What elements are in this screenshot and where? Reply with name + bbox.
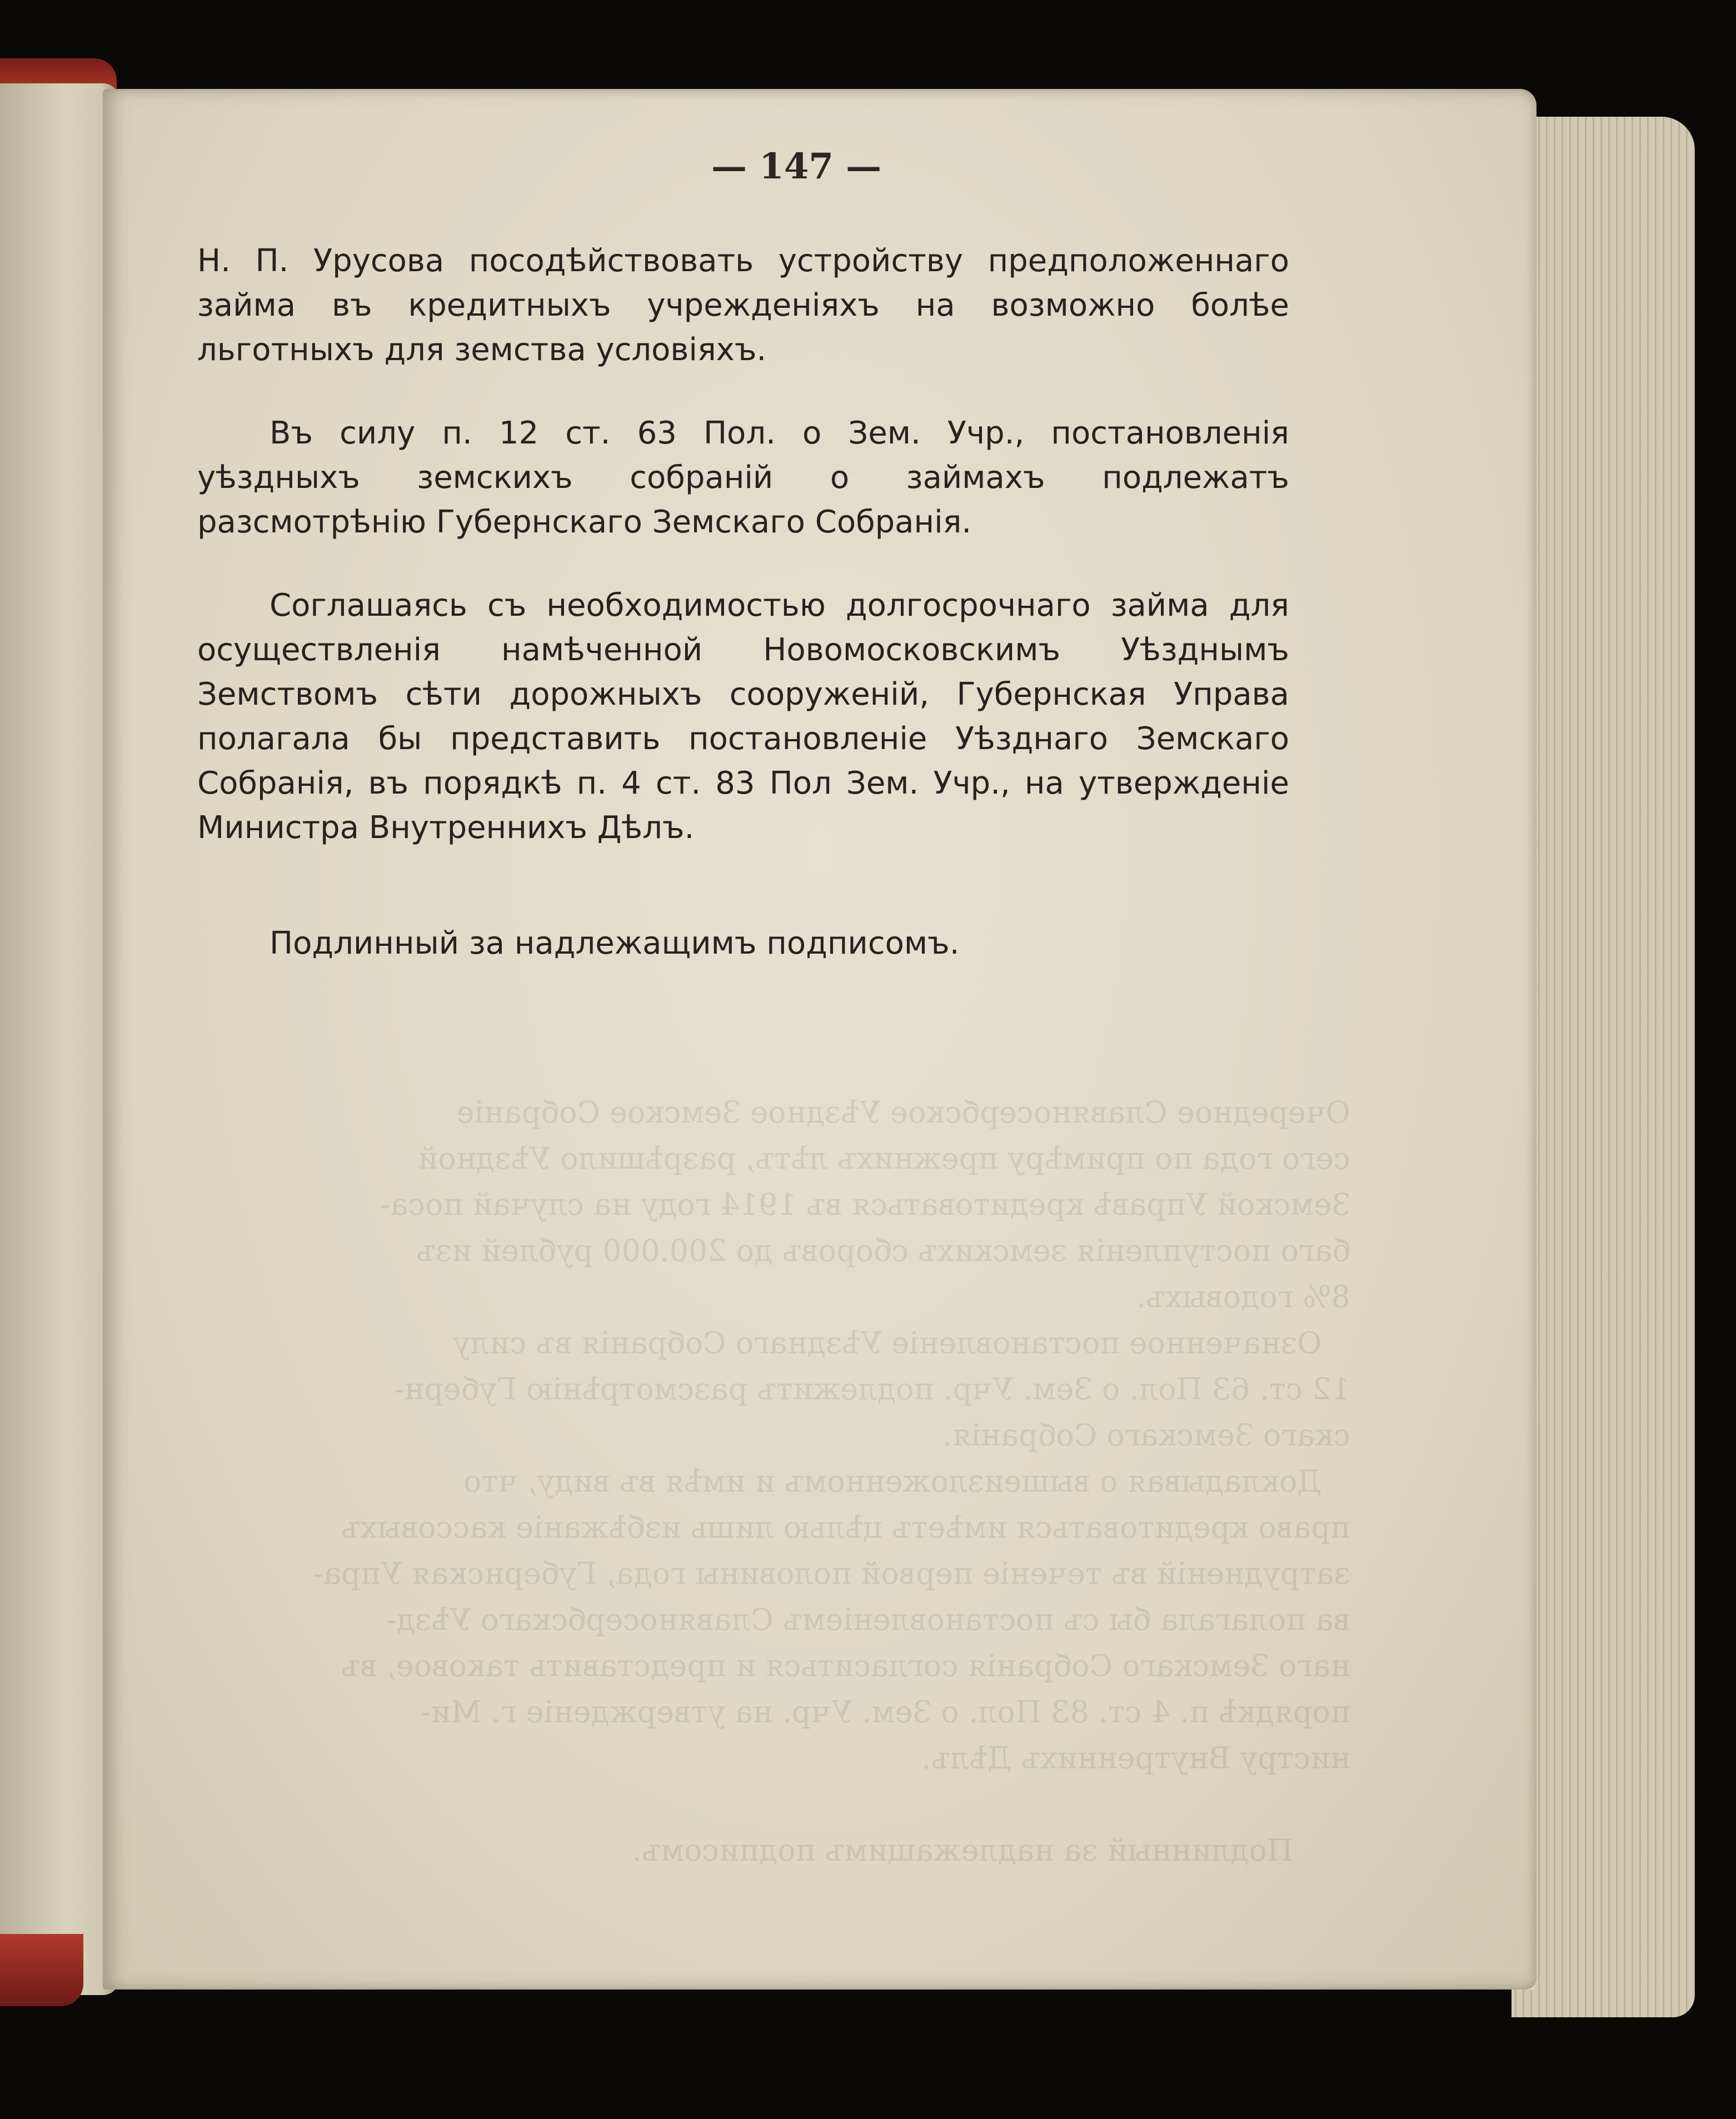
- left-page-edge: [0, 83, 119, 1995]
- signature-line: Подлинный за надлежащимъ подписомъ.: [270, 925, 960, 961]
- paragraph-proposal: Соглашаясь съ необходимостью долгосрочнаго займа для осуществленiя намѣченной Новомосковскимъ Уѣзднымъ Земствомъ сѣти дорожныхъ сооруженiй, Губернская Управа полагала бы представить постановленiе Уѣзднаго Земскаго Собранiя, въ порядкѣ п. 4 ст. 83 Пол Зем. Учр., на утвержденiе Министра Внутреннихъ Дѣлъ.: [197, 587, 1289, 846]
- paragraph-loan-assistance: Н. П. Урусова посодѣйствовать устройству предположеннаго займа въ кредитныхъ учрежденiяхъ на возможно болѣе льготныхъ для земства условiяхъ.: [197, 243, 1289, 368]
- page-number: — 147 —: [711, 146, 882, 187]
- page-stack-edge: [1511, 117, 1695, 2017]
- body-text: [197, 239, 1289, 850]
- show-through-text: Очередное Славяносербское Уѣздное Земское Собранiе сего года по примѣру прежнихъ лѣтъ, разрѣшило Уѣздной Земской Управѣ кредитоваться въ 1914 году на случай поса- баго поступленiя земскихъ сборовъ до 200.000 рублей изъ 8% годовыхъ. Означенное постановленiе Уѣзднаго Собранiя въ силу 12 ст. 63 Пол. о Зем. Учр. подлежитъ разсмотрѣнiю Губерн- скаго Земскаго Собранiя. Докладывая о вышеизложенномъ и имѣя въ виду, что право кредитоваться имѣетъ цѣлью лишь избѣжанiе кассовыхъ затрудненiй въ теченiе первой половины года, Губернская Упра- ва полагала бы съ постановленiемъ Славяносербскаго Уѣзд- наго Земскаго Собранiя согласиться и представить таковое, въ порядкѣ п. 4 ст. 83 Пол. о Зем. Учр. на утвержденiе г. Ми- нистру Внутреннихъ Дѣлъ. Подлинный за надлежащимъ подписомъ.: [313, 1095, 1350, 1868]
- book-binding-bottom: [0, 1934, 83, 2006]
- paragraph-legal-basis: Въ силу п. 12 ст. 63 Пол. о Зем. Учр., постановленiя уѣздныхъ земскихъ собранiй о займахъ подлежатъ разсмотрѣнiю Губернскаго Земскаго Собранiя.: [197, 415, 1289, 540]
